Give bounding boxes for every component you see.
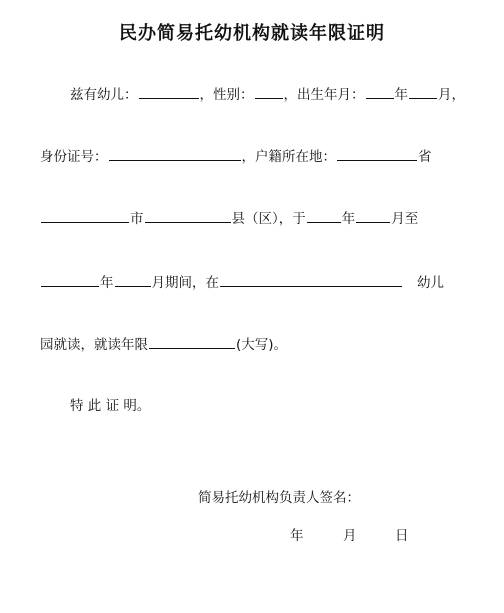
date-month-label: 月 (343, 528, 357, 544)
end-period-line (40, 272, 444, 293)
kindergarten-label: 幼儿 (417, 275, 444, 291)
child-name-blank[interactable] (139, 84, 199, 99)
child-name-label: 兹有幼儿： (70, 87, 138, 103)
province-blank[interactable] (337, 146, 417, 161)
kindergarten-name-blank[interactable] (220, 272, 402, 287)
child-info-line (70, 84, 465, 105)
years-capital-blank[interactable] (149, 334, 235, 349)
birth-month-blank[interactable] (409, 84, 437, 99)
birth-month-text: 月， (438, 87, 465, 103)
household-label: ，户籍所在地： (241, 149, 336, 165)
city-blank[interactable] (41, 208, 129, 223)
attendance-years-line (40, 334, 287, 355)
county-text: 县（区），于 (231, 211, 306, 227)
birth-year-text: 年 (394, 87, 408, 103)
signature-label: 简易托幼机构负责人签名： (198, 490, 360, 506)
period-text: 月期间，在 (151, 275, 219, 291)
gender-label: ，性别： (199, 87, 254, 103)
start-year-blank[interactable] (307, 208, 341, 223)
id-info-line (40, 146, 432, 167)
id-number-blank[interactable] (109, 146, 241, 161)
document-title: 民办简易托幼机构就读年限证明 (119, 23, 385, 44)
start-year-text: 年 (341, 211, 356, 227)
birth-year-blank[interactable] (366, 84, 394, 99)
county-blank[interactable] (145, 208, 231, 223)
end-month-blank[interactable] (115, 272, 151, 287)
gender-blank[interactable] (255, 84, 283, 99)
location-period-line (40, 208, 418, 229)
certification-statement: 特 此 证 明。 (70, 398, 151, 414)
capital-note: (大写)。 (236, 337, 288, 353)
id-number-label: 身份证号： (40, 149, 108, 165)
attendance-text: 园就读，就读年限 (40, 337, 148, 353)
start-month-text: 月至 (391, 211, 419, 227)
date-year-label: 年 (290, 528, 304, 544)
date-day-label: 日 (395, 528, 409, 544)
end-year-text: 年 (100, 275, 114, 291)
birth-label: ，出生年月： (283, 87, 365, 103)
city-text: 市 (130, 211, 144, 227)
end-year-blank[interactable] (41, 272, 99, 287)
province-text: 省 (418, 149, 432, 165)
start-month-blank[interactable] (356, 208, 390, 223)
